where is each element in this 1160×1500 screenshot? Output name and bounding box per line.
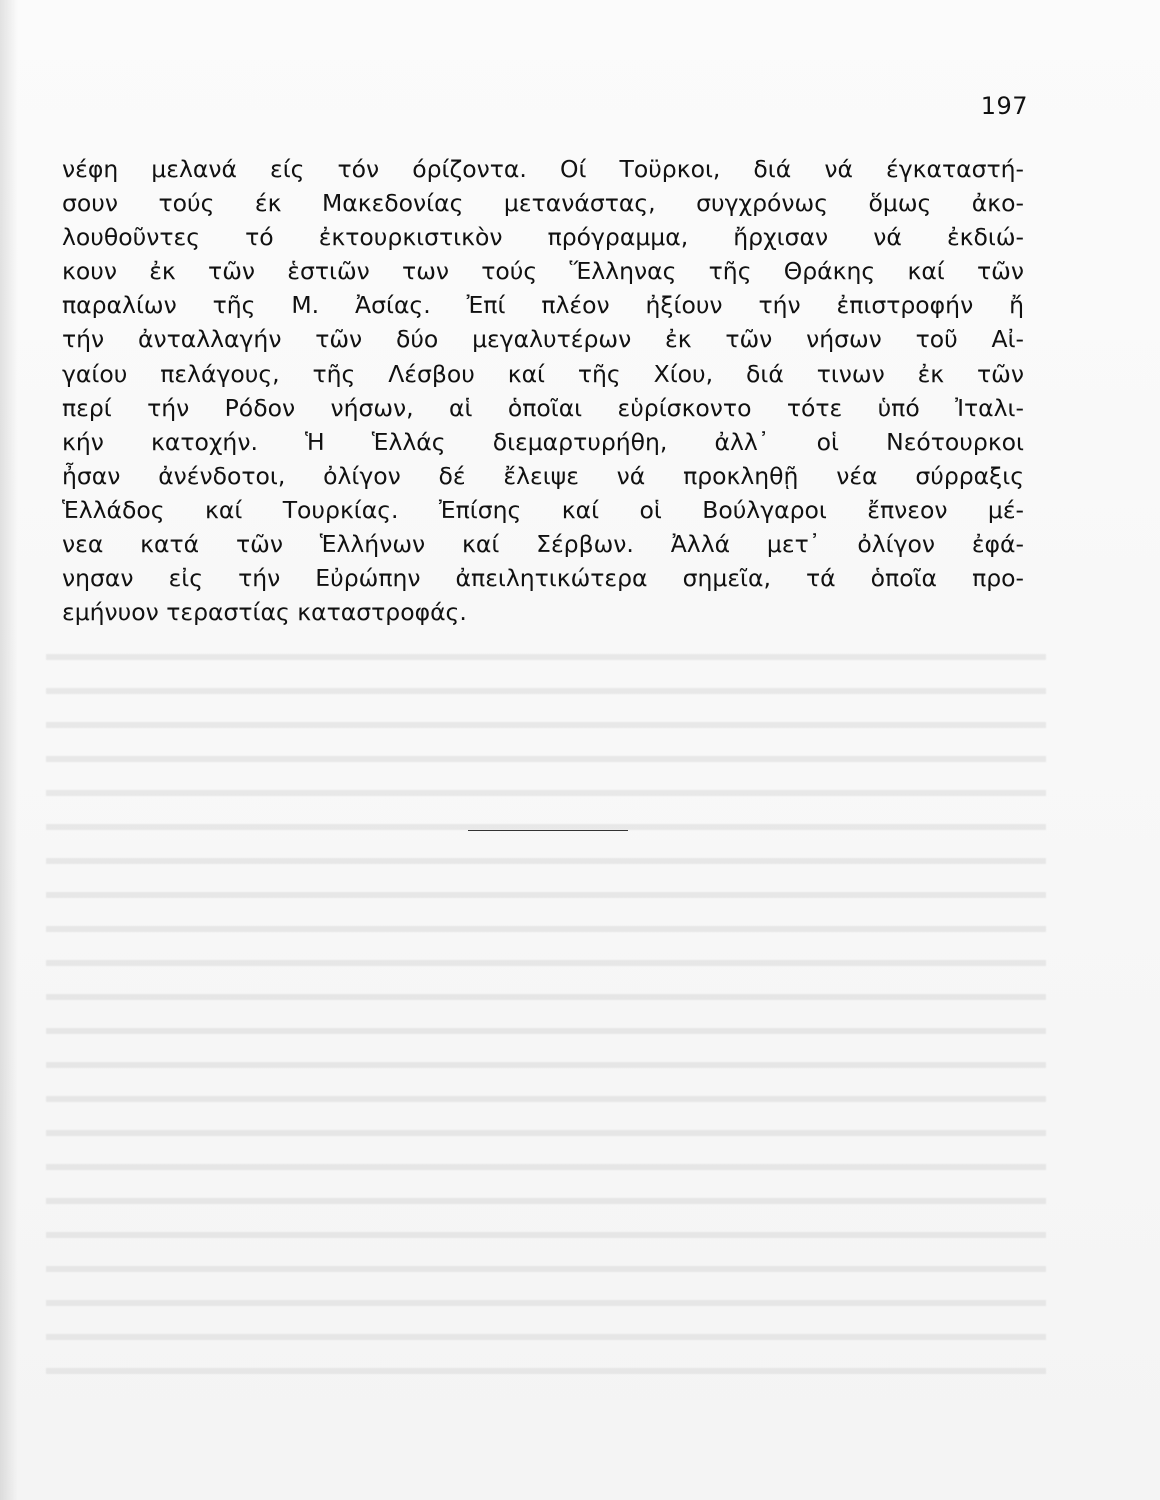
- text-line: νέφη μελανά είς τόν όρίζοντα. Οί Τοϋρκοι, διά νά έγκαταστή-: [62, 155, 1024, 183]
- text-line: γαίου πελάγους, τῆς Λέσβου καί τῆς Χίου, διά τινων ἐκ τῶν: [62, 359, 1024, 388]
- body-paragraph: [62, 152, 1024, 629]
- text-line: σουν τούς έκ Μακεδονίας μετανάστας, συγχρόνως ὅμως ἀκο-: [62, 189, 1024, 218]
- text-line: νεα κατά τῶν Ἑλλήνων καί Σέρβων. Ἀλλά μετ᾿ ὀλίγον ἐφά-: [62, 530, 1024, 559]
- text-line: τήν ἀνταλλαγήν τῶν δύο μεγαλυτέρων ἐκ τῶν νήσων τοῦ Αἰ-: [62, 325, 1024, 354]
- text-line: περί τήν Ρόδον νήσων, αἱ ὁποῖαι εὑρίσκοντο τότε ὑπό Ἰταλι-: [62, 393, 1024, 422]
- text-line: κήν κατοχήν. Ἡ Ἑλλάς διεμαρτυρήθη, ἀλλ᾿ οἱ Νεότουρκοι: [62, 427, 1024, 456]
- text-line: κουν ἐκ τῶν ἑστιῶν των τούς Ἕλληνας τῆς Θράκης καί τῶν: [62, 257, 1024, 286]
- text-line: παραλίων τῆς Μ. Ἀσίας. Ἐπί πλέον ἠξίουν τήν ἐπιστροφήν ἤ: [62, 291, 1024, 320]
- text-line: ἦσαν ἀνένδοτοι, ὀλίγον δέ ἔλειψε νά προκληθῇ νέα σύρραξις: [62, 461, 1024, 490]
- text-line: Ἑλλάδος καί Τουρκίας. Ἐπίσης καί οἱ Βούλγαροι ἔπνεον μέ-: [62, 495, 1024, 524]
- page-binding-shadow: [0, 0, 18, 1500]
- section-divider-rule: [468, 830, 628, 831]
- text-line: λουθοῦντες τό ἐκτουρκιστικὸν πρόγραμμα, ἤρχισαν νά ἐκδιώ-: [62, 223, 1024, 252]
- text-line: νησαν εἰς τήν Εὐρώπην ἀπειλητικώτερα σημεῖα, τά ὁποῖα προ-: [62, 564, 1024, 593]
- text-line-last: εμήνυον τεραστίας καταστροφάς.: [62, 598, 467, 627]
- show-through-text: [46, 640, 1046, 1400]
- page-number: 197: [980, 92, 1028, 120]
